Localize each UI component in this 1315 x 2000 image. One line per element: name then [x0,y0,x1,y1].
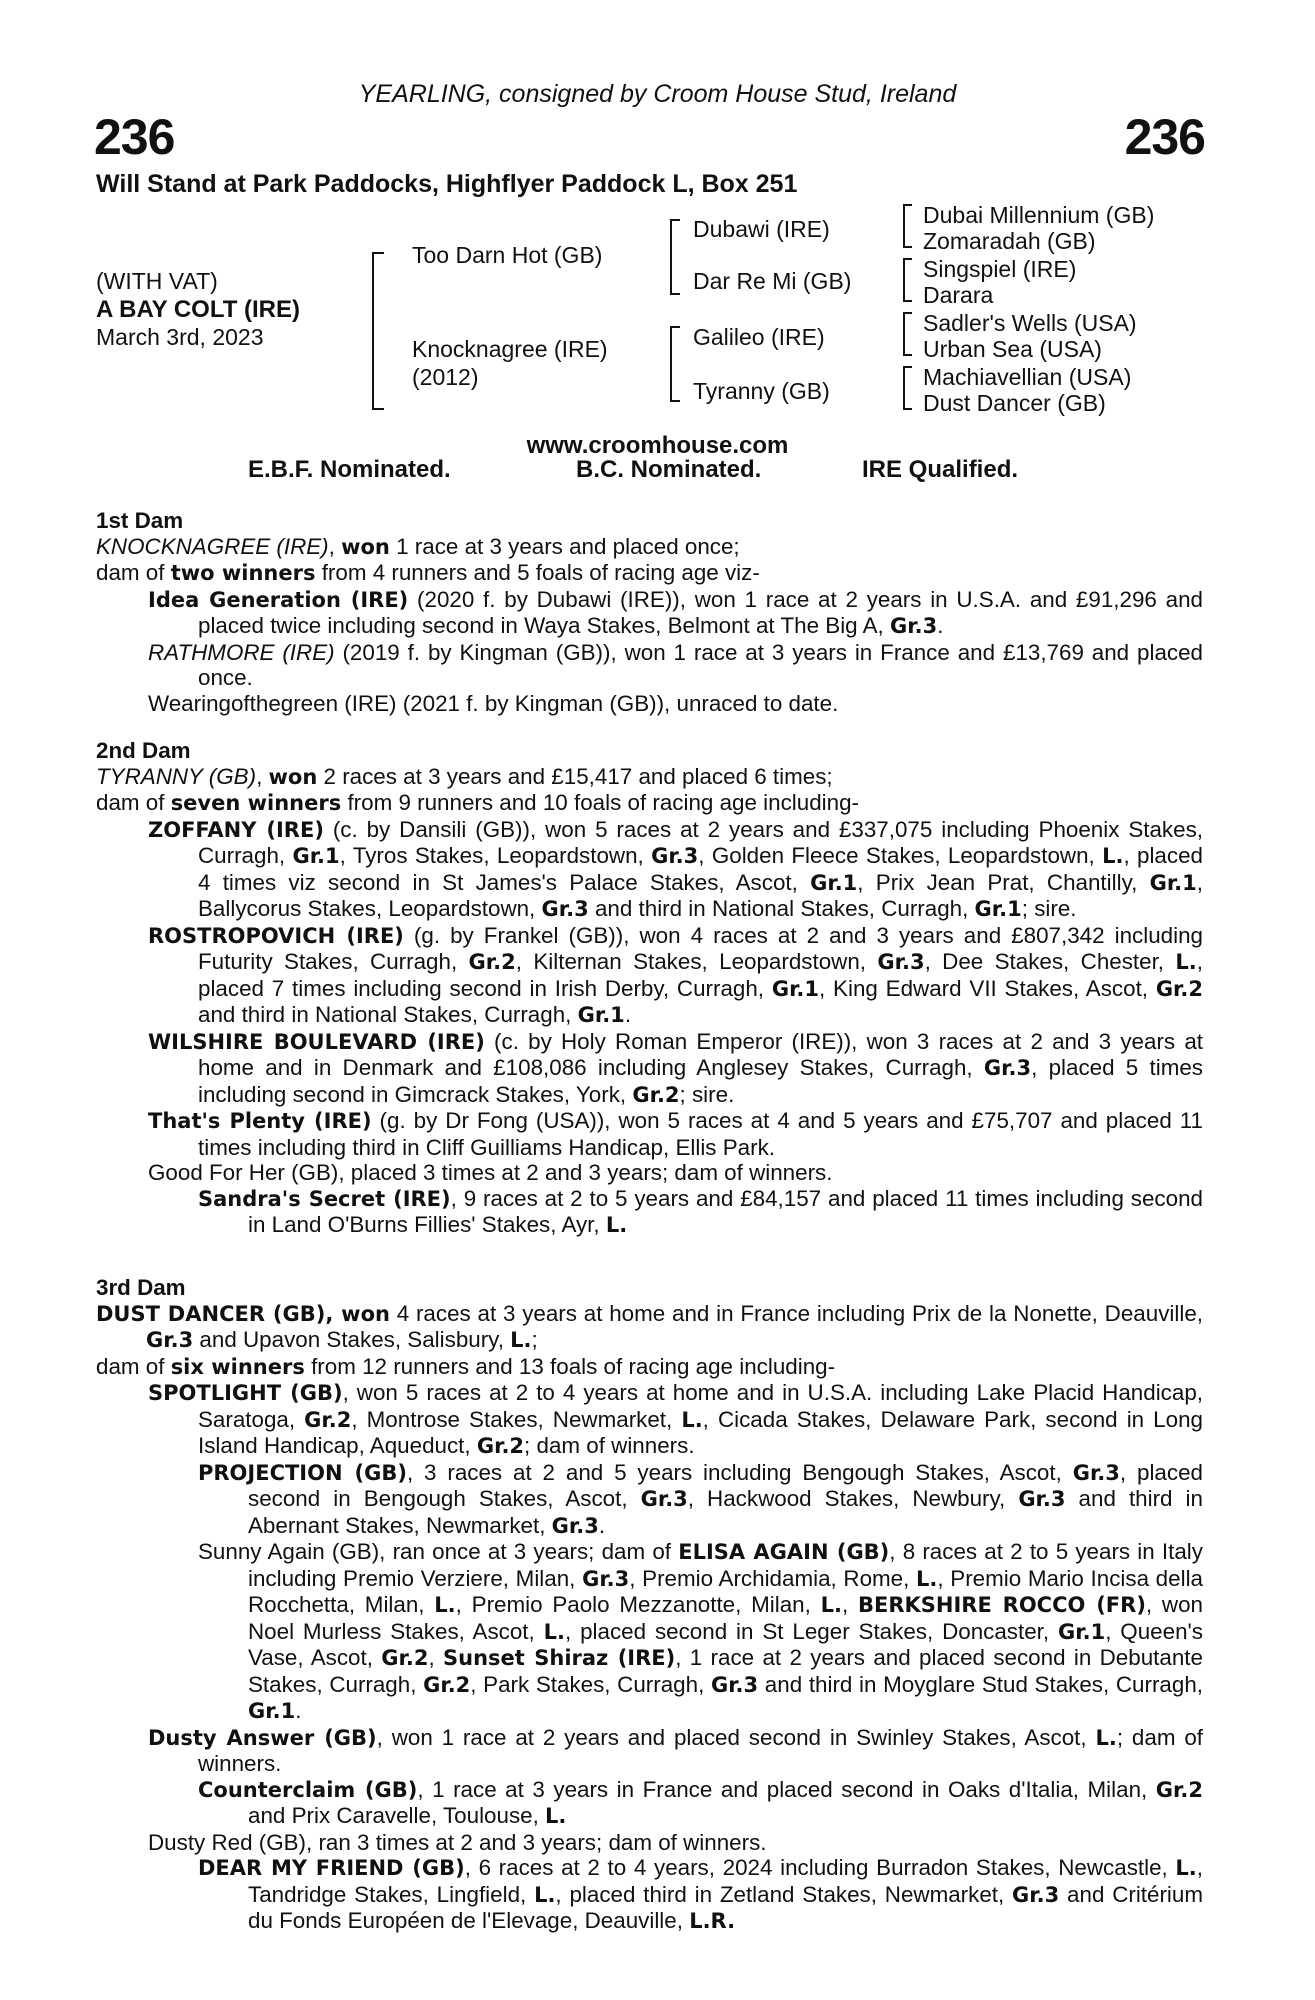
third-dam-section [96,1275,1203,1935]
pedigree-gen3-4: Tyranny (GB) [693,378,830,404]
brace-gen2-sire [670,219,680,295]
produce-thats-plenty: That's Plenty (IRE) (g. by Dr Fong (USA)), won 5 races at 4 and 5 years and £75,707 and placed 11 times including third in Cliff Guilliams Handicap, Ellis Park. [148,1108,1203,1160]
pedigree-gen4-6: Urban Sea (USA) [923,336,1102,362]
vat-label: (WITH VAT) [96,268,218,294]
produce-dusty-answer: Dusty Answer (GB), won 1 race at 2 years and placed second in Swinley Stakes, Ascot, L.; dam of winners. [148,1724,1203,1776]
pedigree-dam: Knocknagree (IRE) [412,336,608,362]
produce-spotlight: SPOTLIGHT (GB), won 5 races at 2 to 4 years at home and in U.S.A. including Lake Placid Handicap, Saratoga, Gr.2, Montrose Stakes, Newmarket, L., Cicada Stakes, Delaware Park, second in Long Island Handicap, Aqueduct, Gr.2; dam of winners. [148,1380,1203,1458]
bc-nominated: B.C. Nominated. [576,456,762,483]
consignment-header: YEARLING, consigned by Croom House Stud, Ireland [358,80,957,108]
pedigree-gen4-3: Singspiel (IRE) [923,256,1077,282]
third-dam-heading: 3rd Dam [96,1275,186,1300]
brace-gen1 [372,252,384,410]
produce-idea-generation: Idea Generation (IRE) (2020 f. by Dubawi (IRE)), won 1 race at 2 years in U.S.A. and £91,296 and placed twice including second in Waya Stakes, Belmont at The Big A, Gr.3. [148,586,1203,638]
first-dam-name: KNOCKNAGREE (IRE) [96,533,329,559]
pedigree-gen3-3: Galileo (IRE) [693,324,825,350]
horse-dob: March 3rd, 2023 [96,324,264,350]
third-dam-name: DUST DANCER (GB) [96,1301,326,1326]
produce-sunny-again: Sunny Again (GB), ran once at 3 years; dam of ELISA AGAIN (GB), 8 races at 2 to 5 years in Italy including Premio Verziere, Milan, Gr.3, Premio Archidamia, Rome, L., Premio Mario Incisa della Rocchetta, Milan, L., Premio Paolo Mezzanotte, Milan, L., BERKSHIRE ROCCO (FR), won Noel Murless Stakes, Ascot, L., placed second in St Leger Stakes, Doncaster, Gr.1, Queen's Vase, Ascot, Gr.2, Sunset Shiraz (IRE), 1 race at 2 years and placed second in Debutante Stakes, Curragh, Gr.2, Park Stakes, Curragh, Gr.3 and third in Moyglare Stud Stakes, Curragh, Gr.1. [198,1539,1204,1723]
produce-rostropovich: ROSTROPOVICH (IRE) (g. by Frankel (GB)), won 4 races at 2 and 3 years and £807,342 including Futurity Stakes, Curragh, Gr.2, Kilternan Stakes, Leopardstown, Gr.3, Dee Stakes, Chester, L., placed 7 times including second in Irish Derby, Curragh, Gr.1, King Edward VII Stakes, Ascot, Gr.2 and third in National Stakes, Curragh, Gr.1. [148,922,1204,1027]
produce-dear-my-friend: DEAR MY FRIEND (GB), 6 races at 2 to 4 years, 2024 including Burradon Stakes, Newcastle, L., Tandridge Stakes, Lingfield, L., placed third in Zetland Stakes, Newmarket, Gr.3 and Critérium du Fonds Européen de l'Elevage, Deauville, L.R. [198,1855,1204,1933]
brace-gen3-3 [903,312,912,356]
second-dam-section [96,738,1203,1239]
produce-projection: PROJECTION (GB), 3 races at 2 and 5 years including Bengough Stakes, Ascot, Gr.3, placed second in Bengough Stakes, Ascot, Gr.3, Hackwood Stakes, Newbury, Gr.3 and third in Abernant Stakes, Newmarket, Gr.3. [198,1459,1203,1538]
pedigree-gen3-1: Dubawi (IRE) [693,216,830,242]
produce-counterclaim: Counterclaim (GB), 1 race at 3 years in France and placed second in Oaks d'Italia, Milan, Gr.2 and Prix Caravelle, Toulouse, L. [198,1776,1203,1828]
second-dam-produce-summary: dam of seven winners from 9 runners and 10 foals of racing age including- [96,790,860,815]
pedigree-sire: Too Darn Hot (GB) [412,242,603,268]
ire-qualified: IRE Qualified. [862,456,1019,483]
stand-location: Will Stand at Park Paddocks, Highflyer Paddock L, Box 251 [96,170,798,198]
pedigree-gen4-4: Darara [923,282,994,308]
lot-number-right: 236 [1124,109,1205,165]
brace-gen3-4 [903,366,912,410]
horse-name: A BAY COLT (IRE) [96,296,301,323]
produce-dusty-red: Dusty Red (GB), ran 3 times at 2 and 3 years; dam of winners. [148,1829,767,1855]
produce-good-for-her: Good For Her (GB), placed 3 times at 2 and 3 years; dam of winners. [148,1160,833,1185]
produce-sandras-secret: Sandra's Secret (IRE), 9 races at 2 to 5 years and £84,157 and placed 11 times including second in Land O'Burns Fillies' Stakes, Ayr, L. [198,1185,1203,1237]
brace-gen3-2 [903,258,912,302]
second-dam-heading: 2nd Dam [96,738,191,763]
pedigree-gen3-2: Dar Re Mi (GB) [693,268,852,294]
produce-zoffany: ZOFFANY (IRE) (c. by Dansili (GB)), won 5 races at 2 years and £337,075 including Phoenix Stakes, Curragh, Gr.1, Tyros Stakes, Leopardstown, Gr.3, Golden Fleece Stakes, Leopardstown, L., placed 4 times viz second in St James's Palace Stakes, Ascot, Gr.1, Prix Jean Prat, Chantilly, Gr.1, Ballycorus Stakes, Leopardstown, Gr.3 and third in National Stakes, Curragh, Gr.1; sire. [148,816,1204,921]
second-dam-summary: TYRANNY (GB), won 2 races at 3 years and £15,417 and placed 6 times; [96,763,833,789]
website-link[interactable]: www.croomhouse.com [526,432,789,459]
pedigree-gen4-1: Dubai Millennium (GB) [923,202,1155,228]
pedigree-dam-year: (2012) [412,364,479,390]
lot-number-left: 236 [94,109,175,165]
pedigree-gen4-7: Machiavellian (USA) [923,364,1132,390]
third-dam-produce-summary: dam of six winners from 12 runners and 13 foals of racing age including- [96,1353,836,1379]
brace-gen2-dam [670,326,680,402]
third-dam-summary: DUST DANCER (GB), won 4 races at 3 years at home and in France including Prix de la Nonette, Deauville, Gr.3 and Upavon Stakes, Salisbury, L.; [96,1300,1203,1352]
pedigree-gen4-8: Dust Dancer (GB) [923,390,1106,416]
pedigree-gen4-5: Sadler's Wells (USA) [923,310,1137,336]
first-dam-produce-summary: dam of two winners from 4 runners and 5 foals of racing age viz- [96,560,760,585]
produce-wilshire-boulevard: WILSHIRE BOULEVARD (IRE) (c. by Holy Roman Emperor (IRE)), won 3 races at 2 and 3 years at home and in Denmark and £108,086 including Anglesey Stakes, Curragh, Gr.3, placed 5 times including second in Gimcrack Stakes, York, Gr.2; sire. [148,1028,1204,1107]
brace-gen3-1 [903,204,912,248]
produce-rathmore: RATHMORE (IRE) (2019 f. by Kingman (GB)), won 1 race at 3 years in France and £13,769 and placed once. [148,639,1203,690]
first-dam-section [96,508,1203,716]
pedigree-gen4-2: Zomaradah (GB) [923,228,1096,254]
produce-wearingofthegreen: Wearingofthegreen (IRE) (2021 f. by Kingman (GB)), unraced to date. [148,690,839,716]
ebf-nominated: E.B.F. Nominated. [248,456,451,483]
second-dam-name: TYRANNY (GB) [96,763,257,789]
first-dam-summary: KNOCKNAGREE (IRE), won 1 race at 3 years and placed once; [96,533,740,559]
first-dam-heading: 1st Dam [96,508,184,533]
